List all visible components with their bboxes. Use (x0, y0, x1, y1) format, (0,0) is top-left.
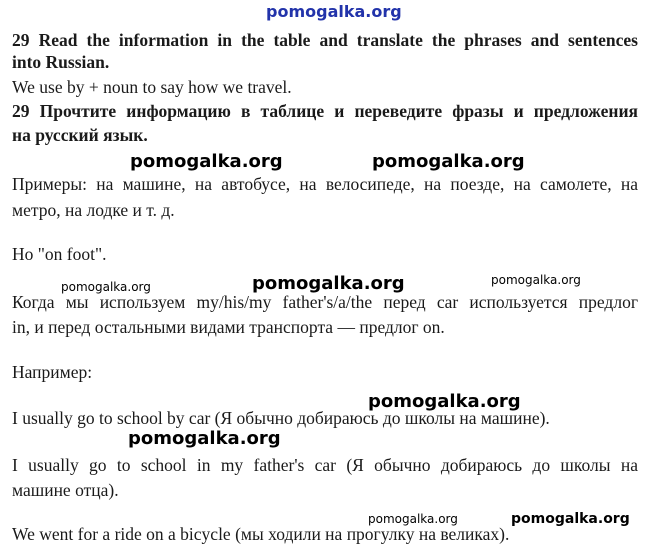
on-foot-note: Но "on foot". (12, 244, 107, 264)
example-sentence-1: I usually go to school by car (Я обычно добираюсь до школы на машине). (12, 408, 550, 428)
rule-ru-line2: in, и перед остальными видами транспорта — предлог on. (12, 317, 445, 337)
exercise-title-en-line2: into Russian. (12, 52, 110, 72)
example-sentence-2-line1: I usually go to school in my father's car (Я обычно добираюсь до школы на (12, 455, 638, 475)
examples-line2: метро, на лодке и т. д. (12, 200, 175, 220)
watermark: pomogalka.org (61, 280, 151, 294)
watermark: pomogalka.org (372, 151, 525, 172)
watermark: pomogalka.org (368, 391, 521, 412)
example-sentence-3: We went for a ride on a bicycle (мы ходили на прогулку на великах). (12, 524, 510, 544)
watermark: pomogalka.org (130, 151, 283, 172)
rule-ru-line1: Когда мы используем my/his/my father's/a/the перед car используется предлог (12, 292, 638, 312)
exercise-title-en-line1: 29 Read the information in the table and translate the phrases and sentences (12, 30, 638, 50)
examples-line1: Примеры: на машине, на автобусе, на велосипеде, на поезде, на самолете, на (12, 174, 638, 194)
watermark: pomogalka.org (252, 273, 405, 294)
header-watermark: pomogalka.org (266, 2, 402, 21)
rule-en: We use by + noun to say how we travel. (12, 77, 292, 97)
for-example-label: Например: (12, 362, 93, 382)
example-sentence-2-line2: машине отца). (12, 480, 119, 500)
exercise-title-ru-line2: на русский язык. (12, 125, 148, 145)
watermark: pomogalka.org (368, 512, 458, 526)
watermark: pomogalka.org (128, 428, 281, 449)
exercise-title-ru-line1: 29 Прочтите информацию в таблице и переведите фразы и предложения (12, 101, 638, 121)
watermark: pomogalka.org (491, 273, 581, 287)
watermark: pomogalka.org (511, 511, 630, 527)
